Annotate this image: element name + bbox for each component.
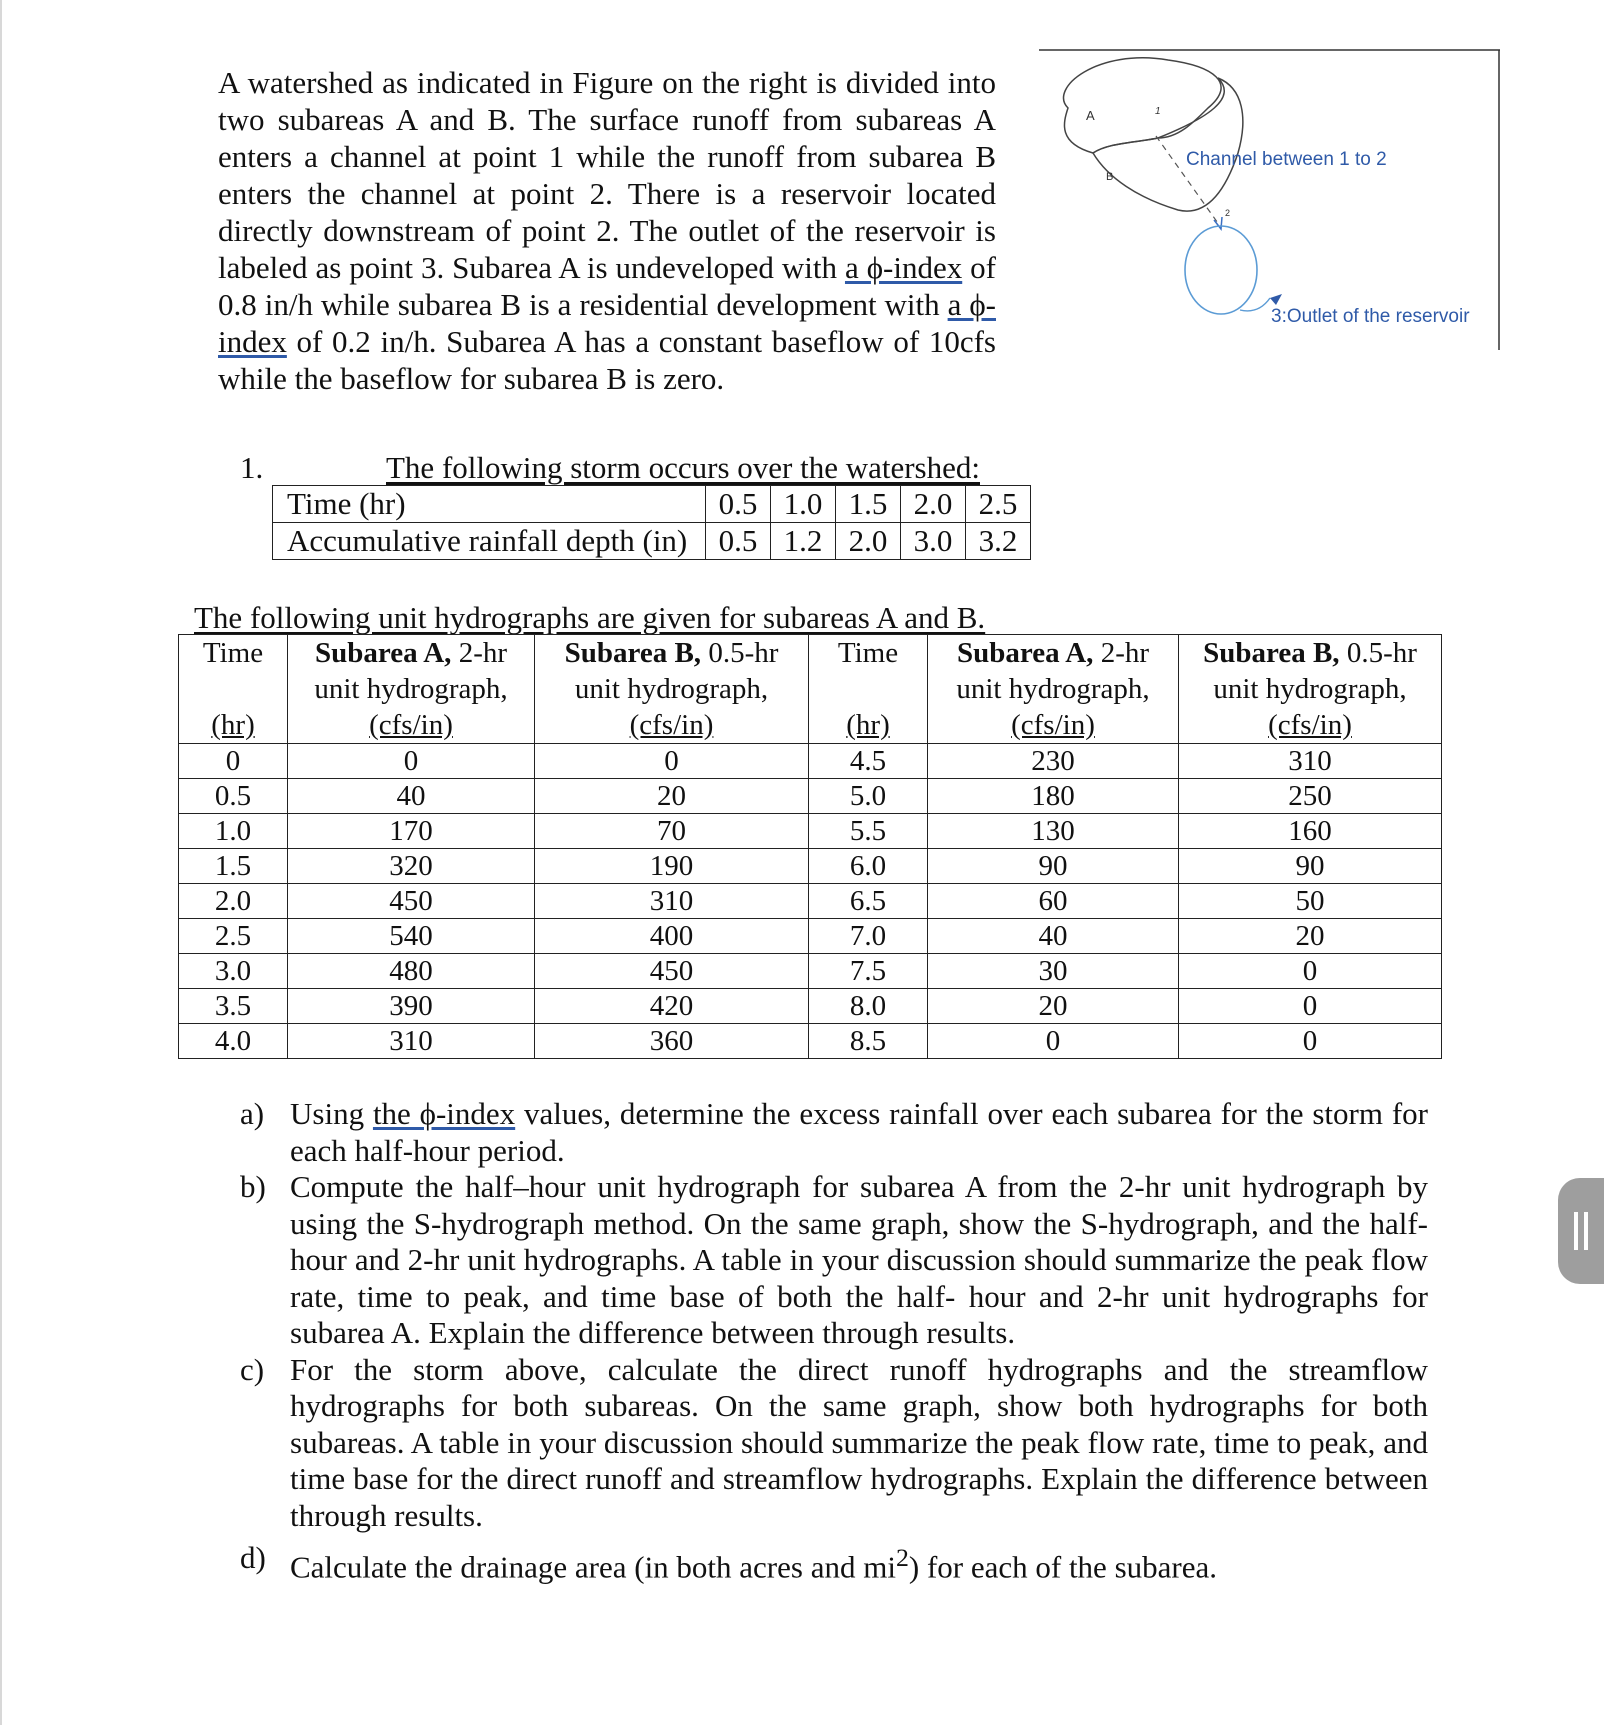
table-cell: 450 [535, 954, 809, 989]
table-cell: 6.0 [809, 849, 928, 884]
question-a: a) Using the ϕ-index values, determine the excess rainfall over each subarea for the storm for each half-hour period. [240, 1096, 1428, 1168]
table-cell: 7.5 [809, 954, 928, 989]
table-cell: 180 [928, 779, 1179, 814]
table-cell: 90 [1179, 849, 1442, 884]
header-subarea-a: Subarea A, 2-hr unit hydrograph, (cfs/in) [288, 635, 535, 744]
table-cell: 3.0 [179, 954, 288, 989]
table-cell: 2.5 [179, 919, 288, 954]
question-marker: b) [240, 1169, 266, 1204]
table-cell: 130 [928, 814, 1179, 849]
table-cell: 60 [928, 884, 1179, 919]
outlet-label: 3:Outlet of the reservoir [1271, 306, 1470, 327]
table-cell: 3.0 [901, 523, 966, 560]
intro-paragraph: A watershed as indicated in Figure on the right is divided into two subareas A and B. The surface runoff from subareas A enters a channel at point 1 while the runoff from subarea B enters the channel at point 2. There is a reservoir located directly downstream of point 2. The outlet of the reservoir is labeled as point 3. Subarea A is undeveloped with a ϕ-index of 0.8 in/h while subarea B is a residential development with a ϕ-index of 0.2 in/h. Subarea A has a constant baseflow of 10cfs while the baseflow for subarea B is zero. [218, 65, 997, 396]
table-cell: 4.0 [179, 1024, 288, 1059]
table-cell: 5.0 [809, 779, 928, 814]
phi-index-term: a ϕ-index [218, 287, 996, 359]
table-cell: 0.5 [706, 486, 771, 523]
table-cell: 540 [288, 919, 535, 954]
scroll-handle[interactable] [1558, 1178, 1604, 1284]
table-cell: 20 [535, 779, 809, 814]
table-row [273, 486, 1031, 523]
header-subarea-b: Subarea B, 0.5-hr unit hydrograph, (cfs/in) [535, 635, 809, 744]
subarea-a-boundary [1064, 58, 1222, 153]
table-cell: 50 [1179, 884, 1442, 919]
phi-index-term: the ϕ-index [372, 1096, 516, 1131]
table-cell: 5.5 [809, 814, 928, 849]
table-cell: 310 [288, 1024, 535, 1059]
unit-hydrograph-table [178, 634, 1442, 1059]
table-cell: 190 [535, 849, 809, 884]
table-cell: 0.5 [179, 779, 288, 814]
label-point-1: 1 [1155, 106, 1161, 117]
storm-caption: The following storm occurs over the watershed: [386, 450, 980, 485]
table-cell: 7.0 [809, 919, 928, 954]
table-cell: 8.0 [809, 989, 928, 1024]
table-cell: 400 [535, 919, 809, 954]
question-c: c) For the storm above, calculate the direct runoff hydrographs and the streamflow hydrographs for both subareas. On the same graph, show both hydrographs for both subareas. A table in your discussion should summarize the peak flow rate, time to peak, and time base for the direct runoff and streamflow hydrographs. Explain the difference between through results. [240, 1351, 1428, 1533]
table-cell: 1.5 [836, 486, 901, 523]
table-cell: 20 [1179, 919, 1442, 954]
table-cell: 480 [288, 954, 535, 989]
table-cell: 40 [288, 779, 535, 814]
watershed-diagram [1038, 48, 1500, 350]
table-cell: 160 [1179, 814, 1442, 849]
table-row [179, 849, 1442, 884]
table-cell: 20 [928, 989, 1179, 1024]
table-cell: 1.5 [179, 849, 288, 884]
page-edge [0, 0, 2, 1725]
question-list [240, 1096, 1428, 1586]
question-number: 1. [240, 450, 264, 485]
label-point-2: 2 [1225, 208, 1231, 218]
table-cell: 310 [1179, 744, 1442, 779]
table-cell: 3.5 [179, 989, 288, 1024]
question-marker: d) [240, 1540, 266, 1575]
table-cell: 230 [928, 744, 1179, 779]
table-cell: 2.0 [901, 486, 966, 523]
table-row [179, 884, 1442, 919]
table-cell: 320 [288, 849, 535, 884]
label-b: B [1106, 171, 1114, 183]
header-time-2: Time (hr) [809, 635, 928, 744]
table-row [179, 1024, 1442, 1059]
table-cell: 40 [928, 919, 1179, 954]
table-cell: 390 [288, 989, 535, 1024]
table-row [179, 744, 1442, 779]
table-header-row [179, 635, 1442, 744]
table-cell: 360 [535, 1024, 809, 1059]
question-marker: c) [240, 1351, 265, 1387]
table-cell: 170 [288, 814, 535, 849]
subarea-b-boundary [1093, 78, 1243, 211]
table-cell: 2.0 [179, 884, 288, 919]
label-a: A [1086, 108, 1095, 123]
table-cell: 2.0 [836, 523, 901, 560]
table-cell: 70 [535, 814, 809, 849]
storm-depth-label: Accumulative rainfall depth (in) [273, 523, 706, 560]
table-cell: 250 [1179, 779, 1442, 814]
watershed-figure [1038, 48, 1500, 350]
storm-time-label: Time (hr) [273, 486, 706, 523]
table-row [179, 954, 1442, 989]
reservoir-outline [1185, 226, 1257, 314]
table-row [179, 919, 1442, 954]
grip-line-icon [1584, 1212, 1588, 1250]
grip-line-icon [1574, 1212, 1578, 1250]
table-cell: 30 [928, 954, 1179, 989]
table-cell: 1.2 [771, 523, 836, 560]
table-cell: 8.5 [809, 1024, 928, 1059]
table-cell: 0 [1179, 989, 1442, 1024]
table-cell: 0 [1179, 1024, 1442, 1059]
question-d: d) Calculate the drainage area (in both acres and $mi^2$) for each of the subarea. [240, 1540, 1217, 1585]
table-cell: 450 [288, 884, 535, 919]
table-row [179, 814, 1442, 849]
uh-caption: The following unit hydrographs are given for subareas A and B. [194, 600, 986, 635]
storm-table [272, 485, 1031, 560]
table-row [179, 779, 1442, 814]
table-cell: 3.2 [966, 523, 1031, 560]
table-cell: 0 [535, 744, 809, 779]
table-row [273, 523, 1031, 560]
table-cell: 1.0 [771, 486, 836, 523]
question-marker: a) [240, 1096, 265, 1131]
table-cell: 0 [928, 1024, 1179, 1059]
table-cell: 1.0 [179, 814, 288, 849]
table-cell: 0 [179, 744, 288, 779]
header-subarea-a-2: Subarea A, 2-hr unit hydrograph, (cfs/in) [928, 635, 1179, 744]
table-row [179, 989, 1442, 1024]
table-cell: 4.5 [809, 744, 928, 779]
table-cell: 90 [928, 849, 1179, 884]
table-cell: 0.5 [706, 523, 771, 560]
question-b: b) Compute the half–hour unit hydrograph for subarea A from the 2-hr unit hydrograph by using the S-hydrograph method. On the same graph, show the S-hydrograph, and the half- hour and 2-hr unit hydrographs. A table in your discussion should summarize the peak flow rate, time to peak, and time base of both the half- hour and 2-hr unit hydrographs for subarea A. Explain the difference between through results. [240, 1169, 1428, 1350]
table-cell: 0 [288, 744, 535, 779]
header-time: Time (hr) [179, 635, 288, 744]
header-subarea-b-2: Subarea B, 0.5-hr unit hydrograph, (cfs/in) [1179, 635, 1442, 744]
phi-index-term: a ϕ-index [844, 250, 963, 285]
table-cell: 2.5 [966, 486, 1031, 523]
outlet-marker [1270, 294, 1282, 305]
channel-label: Channel between 1 to 2 [1186, 149, 1387, 170]
table-cell: 6.5 [809, 884, 928, 919]
table-cell: 420 [535, 989, 809, 1024]
table-cell: 310 [535, 884, 809, 919]
table-cell: 0 [1179, 954, 1442, 989]
